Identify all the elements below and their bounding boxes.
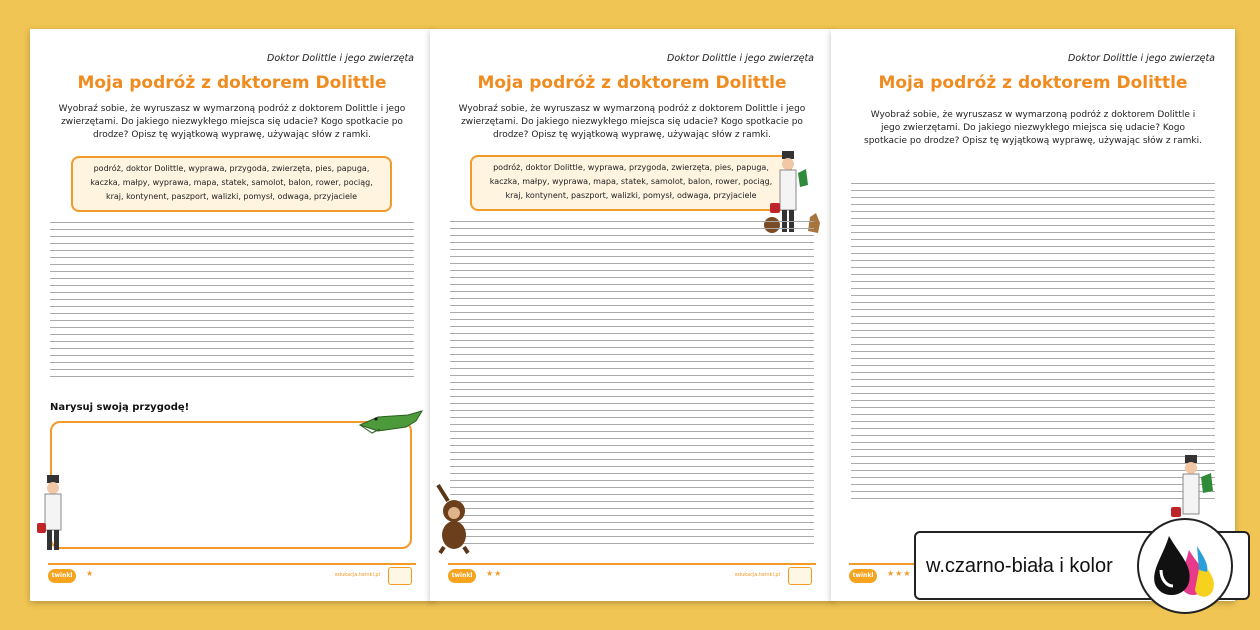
worksheet-page-1 [30,29,434,601]
twinkl-logo: twinkl [48,569,76,583]
difficulty-stars: ★★ [486,569,503,578]
footer-site: edukacja.twinkl.pl [334,572,380,578]
footer-badge-icon [388,567,412,585]
doctor-illustration [36,475,70,555]
draw-label: Narysuj swoją przygodę! [50,402,190,413]
ink-drops-icon [1137,518,1233,614]
worksheet-intro: Wyobraź sobie, że wyruszasz w wymarzoną podróż z doktorem Dolittle i jego zwierzętami. Do jakiego niezwykłego miejsca się udacie? Kogo spotkacie po drodze? Opisz tę wyjątkową wyprawę, używając słów z ramki. [58,104,406,140]
worksheet-page-3 [831,29,1235,601]
footer-site: edukacja.twinkl.pl [734,572,780,578]
worksheet-intro: Wyobraź sobie, że wyruszasz w wymarzoną podróż z doktorem Dolittle i jego zwierzętami. Do jakiego niezwykłego miejsca się udacie? Kogo spotkacie po drodze? Opisz tę wyjątkową wyprawę, używając słów z ramki. [864,110,1202,146]
difficulty-stars: ★ [86,569,95,578]
version-badge-label: w.czarno-biała i kolor [926,555,1113,577]
drawing-box [50,421,412,549]
footer [448,563,816,583]
writing-lines [50,216,414,377]
footer-badge-icon [788,567,812,585]
worksheet-title: Moja podróż z doktorem Dolittle [878,73,1188,93]
word-bank: podróż, doktor Dolittle, wyprawa, przygoda, zwierzęta, pies, papuga, kaczka, małpy, wyprawa, mapa, statek, samolot, balon, rower, pociąg, kraj, kontynent, paszport, walizki, pomysł, odwaga, przyjaciele [71,156,392,212]
twinkl-logo: twinkl [448,569,476,583]
difficulty-stars: ★★★ [887,569,912,578]
worksheet-page-2 [430,29,834,601]
worksheet-header: Doktor Dolittle i jego zwierzęta [667,53,814,64]
footer [48,563,416,583]
worksheet-header: Doktor Dolittle i jego zwierzęta [1068,53,1215,64]
crocodile-illustration [358,403,424,439]
writing-lines [851,177,1215,499]
worksheet-title: Moja podróż z doktorem Dolittle [77,73,387,93]
word-bank: podróż, doktor Dolittle, wyprawa, przygoda, zwierzęta, pies, papuga, kaczka, małpy, wyprawa, mapa, statek, samolot, balon, rower, pociąg, kraj, kontynent, paszport, walizki, pomysł, odwaga, przyjaciele [470,155,792,211]
worksheet-title: Moja podróż z doktorem Dolittle [477,73,787,93]
worksheet-intro: Wyobraź sobie, że wyruszasz w wymarzoną podróż z doktorem Dolittle i jego zwierzętami. Do jakiego niezwykłego miejsca się udacie? Kogo spotkacie po drodze? Opisz tę wyjątkową wyprawę, używając słów z ramki. [458,104,806,140]
twinkl-logo: twinkl [849,569,877,583]
monkey-illustration [432,483,476,555]
writing-lines [450,215,814,544]
worksheet-header: Doktor Dolittle i jego zwierzęta [267,53,414,64]
